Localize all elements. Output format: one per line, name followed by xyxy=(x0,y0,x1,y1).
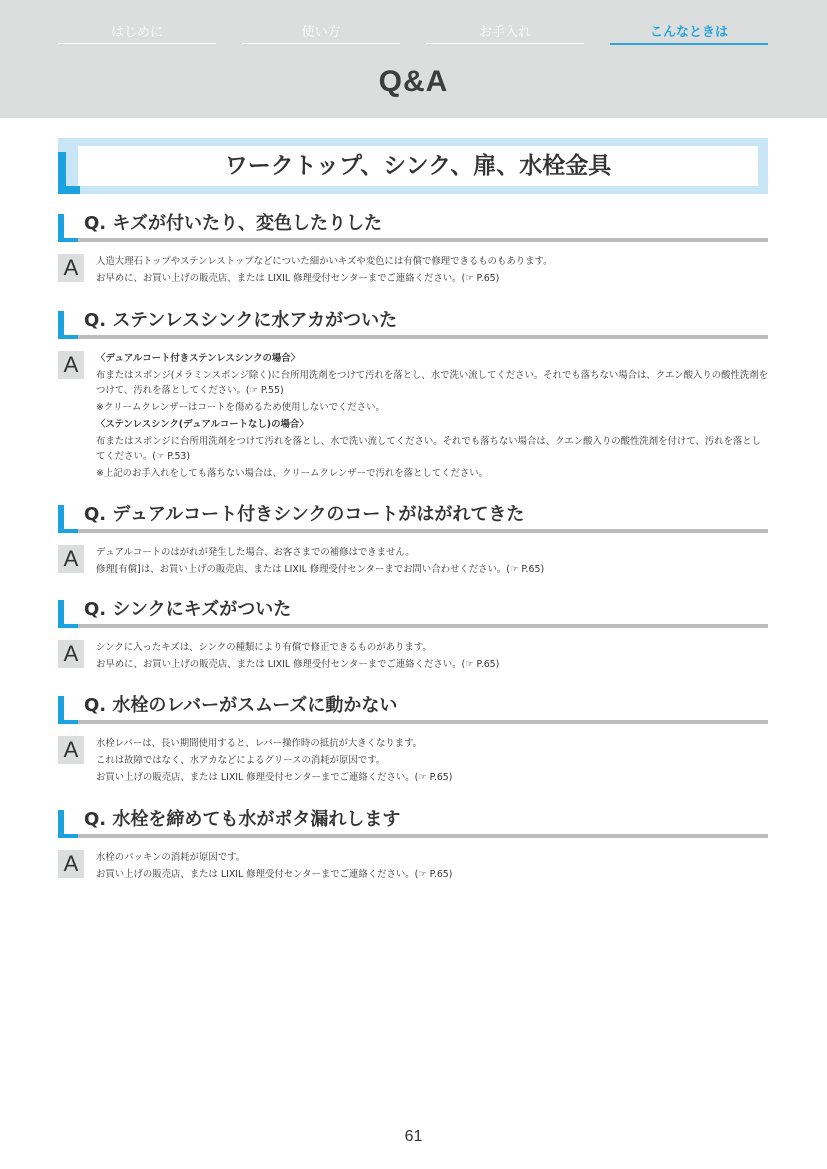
page-number: 61 xyxy=(404,1128,423,1145)
answer-note: ※上記のお手入れをしても落ちない場合は、クリームクレンザーで汚れを落としてください。 xyxy=(96,468,488,479)
qa-item xyxy=(58,505,768,579)
answer-line: 水栓のパッキンの消耗が原因です。 xyxy=(96,852,246,863)
answer-note: ※クリームクレンザーはコートを傷めるため使用しないでください。 xyxy=(96,402,385,413)
answer-line: 布またはスポンジに台所用洗剤をつけて汚れを落とし、水で洗い流してください。それでも落ちない場合は、クエン酸入りの酸性洗剤を付けて、汚れを落としてください。(☞ P.53) xyxy=(96,436,762,462)
answer-line: 布またはスポンジ(メラミンスポンジ除く)に台所用洗剤をつけて汚れを落とし、水で洗い流してください。それでも落ちない場合は、クエン酸入りの酸性洗剤をつけて、汚れを落としてください。(☞ P.55) xyxy=(96,370,769,396)
qa-item xyxy=(58,696,768,787)
question-underline xyxy=(78,624,768,628)
question-underline xyxy=(78,238,768,242)
question-heading xyxy=(58,311,768,339)
question-accent-foot xyxy=(58,624,78,628)
question-underline xyxy=(78,834,768,838)
qa-item xyxy=(58,810,768,884)
question-heading xyxy=(58,505,768,533)
section-title: ワークトップ、シンク、扉、水栓金具 xyxy=(78,146,758,186)
answer-line: お早めに、お買い上げの販売店、または LIXIL 修理受付センターまでご連絡ください。(☞ P.65) xyxy=(96,273,500,284)
answer-block xyxy=(58,254,768,286)
answer-badge: A xyxy=(58,736,84,764)
tab-hajimeni[interactable]: はじめに xyxy=(58,24,216,44)
answer-badge: A xyxy=(58,545,84,573)
answer-line: お買い上げの販売店、または LIXIL 修理受付センターまでご連絡ください。(☞ P.65) xyxy=(96,772,453,783)
answer-text xyxy=(96,850,768,882)
question-text: Q. シンクにキズがついた xyxy=(84,599,292,620)
question-accent-foot xyxy=(58,529,78,533)
qa-item xyxy=(58,214,768,288)
question-text: Q. ステンレスシンクに水アカがついた xyxy=(84,310,398,331)
answer-subheading: 〈デュアルコート付きステンレスシンクの場合〉 xyxy=(96,353,300,364)
question-underline xyxy=(78,529,768,533)
question-accent-foot xyxy=(58,720,78,724)
question-heading xyxy=(58,214,768,242)
question-accent-foot xyxy=(58,335,78,339)
answer-text xyxy=(96,545,768,577)
answer-line: お早めに、お買い上げの販売店、または LIXIL 修理受付センターまでご連絡ください。(☞ P.65) xyxy=(96,659,500,670)
section-heading-box xyxy=(58,138,768,194)
question-heading xyxy=(58,810,768,838)
question-text: Q. デュアルコート付きシンクのコートがはがれてきた xyxy=(84,504,525,525)
answer-badge: A xyxy=(58,640,84,668)
chapter-tabs xyxy=(58,24,768,46)
question-heading xyxy=(58,696,768,724)
answer-text xyxy=(96,351,768,481)
answer-text xyxy=(96,640,768,672)
question-underline xyxy=(78,335,768,339)
answer-line: シンクに入ったキズは、シンクの種類により有償で修正できるものがあります。 xyxy=(96,642,432,653)
answer-line: これは故障ではなく、水アカなどによるグリースの消耗が原因です。 xyxy=(96,755,386,766)
tab-oteire[interactable]: お手入れ xyxy=(426,24,584,44)
question-accent-foot xyxy=(58,238,78,242)
answer-badge: A xyxy=(58,351,84,379)
question-underline xyxy=(78,720,768,724)
answer-line: 人造大理石トップやステンレストップなどについた細かいキズや変色には有償で修理できるものもあります。 xyxy=(96,256,553,267)
qa-item xyxy=(58,311,768,483)
answer-block xyxy=(58,351,768,481)
page-title: Q&A xyxy=(378,65,449,98)
answer-block xyxy=(58,736,768,785)
answer-subheading: 〈ステンレスシンク(デュアルコートなし)の場合〉 xyxy=(96,419,309,430)
answer-line: 水栓レバーは、長い期間使用すると、レバー操作時の抵抗が大きくなります。 xyxy=(96,738,423,749)
question-accent-foot xyxy=(58,834,78,838)
question-text: Q. 水栓のレバーがスムーズに動かない xyxy=(84,695,398,716)
question-text: Q. 水栓を締めても水がポタ漏れします xyxy=(84,809,401,830)
answer-block xyxy=(58,545,768,577)
answer-text xyxy=(96,254,768,286)
answer-badge: A xyxy=(58,850,84,878)
answer-badge: A xyxy=(58,254,84,282)
qa-item xyxy=(58,600,768,674)
answer-block xyxy=(58,640,768,672)
question-text: Q. キズが付いたり、変色したりした xyxy=(84,213,383,234)
answer-block xyxy=(58,850,768,882)
answer-line: お買い上げの販売店、または LIXIL 修理受付センターまでご連絡ください。(☞ P.65) xyxy=(96,869,453,880)
answer-line: 修理[有償]は、お買い上げの販売店、または LIXIL 修理受付センターまでお問い合わせください。(☞ P.65) xyxy=(96,564,545,575)
answer-text xyxy=(96,736,768,785)
tab-konnatokiwa[interactable]: こんなときは xyxy=(610,24,768,45)
section-accent-foot xyxy=(58,186,80,194)
question-heading xyxy=(58,600,768,628)
page-header xyxy=(0,0,827,118)
answer-line: デュアルコートのはがれが発生した場合、お客さまでの補修はできません。 xyxy=(96,547,415,558)
tab-tsukaikata[interactable]: 使い方 xyxy=(242,24,400,44)
